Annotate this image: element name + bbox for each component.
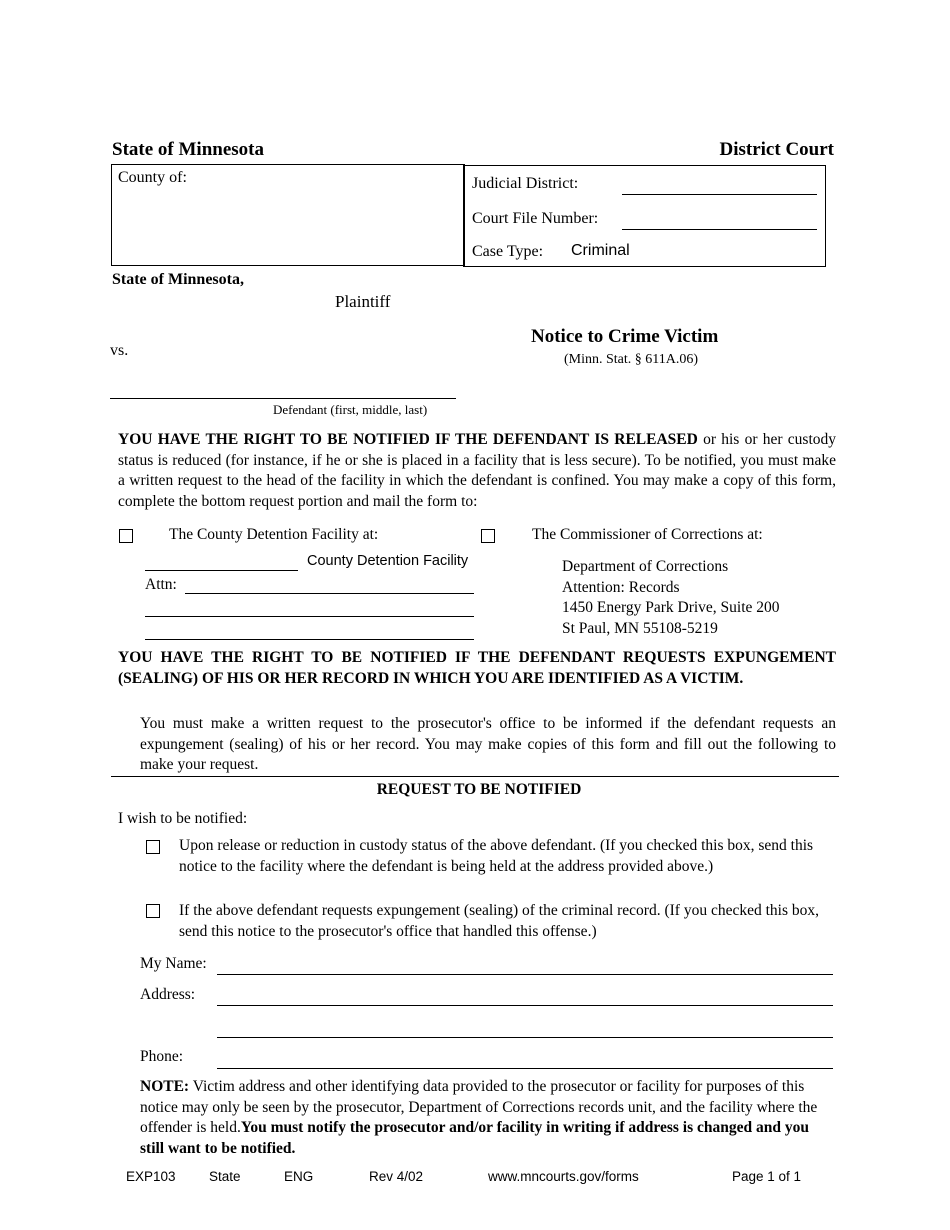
county-facility-suffix: County Detention Facility bbox=[307, 553, 469, 569]
footer-state: State bbox=[209, 1169, 241, 1184]
page-number: Page 1 of 1 bbox=[732, 1169, 802, 1184]
phone-input[interactable] bbox=[219, 1049, 829, 1067]
vs-label: vs. bbox=[110, 342, 129, 359]
footer-revision: Rev 4/02 bbox=[369, 1169, 424, 1184]
option1-text bbox=[179, 836, 836, 877]
judicial-district-input[interactable] bbox=[624, 176, 814, 194]
facility-address-input-1[interactable] bbox=[147, 598, 471, 616]
doc-address-line: St Paul, MN 55108-5219 bbox=[562, 620, 718, 638]
county-name-line bbox=[145, 570, 298, 571]
option2-text: If the above defendant requests expungement (sealing) of the criminal record. (If you checked this box, send this notice to the prosecutor's office that handled this offense.) bbox=[179, 902, 819, 940]
note-label: NOTE: bbox=[140, 1078, 190, 1095]
plaintiff-name: State of Minnesota, bbox=[112, 271, 244, 288]
doc-address bbox=[562, 557, 780, 640]
privacy-note bbox=[140, 1077, 830, 1159]
doc-address-line: Department of Corrections bbox=[562, 558, 729, 575]
address-input-2[interactable] bbox=[219, 1018, 829, 1036]
court-file-line bbox=[622, 229, 817, 230]
plaintiff-label: Plaintiff bbox=[335, 292, 391, 311]
facility-address-line-2 bbox=[145, 639, 474, 640]
case-type-value[interactable]: Criminal bbox=[571, 242, 630, 259]
name-label: My Name: bbox=[140, 955, 207, 972]
judicial-district-line bbox=[622, 194, 817, 195]
facility-address-input-2[interactable] bbox=[147, 621, 471, 639]
name-input[interactable] bbox=[219, 955, 829, 973]
court-file-input[interactable] bbox=[624, 211, 814, 229]
defendant-line bbox=[110, 398, 456, 399]
county-facility-label: The County Detention Facility at: bbox=[169, 526, 379, 543]
judicial-district-label: Judicial District: bbox=[472, 175, 579, 192]
state-heading: State of Minnesota bbox=[112, 139, 264, 160]
release-notify-checkbox[interactable] bbox=[146, 840, 160, 854]
form-id: EXP103 bbox=[126, 1169, 176, 1184]
address-input-1[interactable] bbox=[219, 986, 829, 1004]
release-heading: YOU HAVE THE RIGHT TO BE NOTIFIED IF THE DEFENDANT IS RELEASED bbox=[118, 431, 698, 448]
address-line-1 bbox=[217, 1005, 833, 1006]
doc-address-line: 1450 Energy Park Drive, Suite 200 bbox=[562, 599, 780, 617]
commissioner-label: The Commissioner of Corrections at: bbox=[532, 526, 763, 543]
expungement-text: You must make a written request to the prosecutor's office to be informed if the defendant requests an expungement (sealing) of his or her record. You may make copies of this form and fill out the following to make your request. bbox=[140, 715, 836, 773]
expungement-notify-checkbox[interactable] bbox=[146, 904, 160, 918]
attn-line bbox=[185, 593, 474, 594]
name-line bbox=[217, 974, 833, 975]
attn-input[interactable] bbox=[187, 575, 471, 593]
facility-address-line-1 bbox=[145, 616, 474, 617]
address-line-2 bbox=[217, 1037, 833, 1038]
court-file-label: Court File Number: bbox=[472, 210, 599, 227]
footer-language: ENG bbox=[284, 1169, 314, 1184]
release-paragraph bbox=[118, 430, 836, 512]
phone-label: Phone: bbox=[140, 1048, 184, 1065]
doc-address-line: Attention: Records bbox=[562, 578, 680, 596]
note-text: Victim address and other identifying data provided to the prosecutor or facility for purposes of this notice may only be seen by the prosecutor, Department of Corrections records unit, and the facility where the offender is held. bbox=[140, 1078, 818, 1136]
request-title: REQUEST TO BE NOTIFIED bbox=[376, 781, 582, 798]
county-label: County of: bbox=[118, 169, 187, 186]
note-bold-text: You must notify the prosecutor and/or facility in writing if address is changed and you still want to be notified. bbox=[140, 1119, 809, 1157]
form-title: Notice to Crime Victim bbox=[531, 326, 719, 347]
county-name-input[interactable] bbox=[147, 552, 295, 570]
phone-line bbox=[217, 1068, 833, 1069]
commissioner-checkbox[interactable] bbox=[481, 529, 495, 543]
case-type-label: Case Type: bbox=[472, 243, 544, 260]
request-intro: I wish to be notified: bbox=[118, 810, 248, 827]
section-divider bbox=[111, 776, 839, 777]
defendant-input[interactable] bbox=[112, 379, 452, 397]
release-text: or his or her custody status is reduced (for instance, if he or she is placed in a facility that is less secure). To be notified, you must make a written request to the head of the facility in which the defendant is confined. You may make a copy of this form, complete the bottom request portion and mail the form to: bbox=[118, 431, 837, 510]
statute-citation: (Minn. Stat. § 611A.06) bbox=[564, 352, 699, 367]
address-label: Address: bbox=[140, 986, 196, 1003]
expungement-heading: YOU HAVE THE RIGHT TO BE NOTIFIED IF THE DEFENDANT REQUESTS EXPUNGEMENT (SEALING) OF HIS OR HER RECORD IN WHICH YOU ARE IDENTIFIED AS A VICTIM. bbox=[118, 649, 836, 687]
court-heading: District Court bbox=[719, 139, 834, 160]
county-facility-checkbox[interactable] bbox=[119, 529, 133, 543]
footer-url[interactable]: www.mncourts.gov/forms bbox=[488, 1169, 639, 1184]
option1-label: Upon release or reduction in custody status of the above defendant. (If you checked this box, send this notice to the facility where the defendant is being held at the address provided above.) bbox=[179, 837, 814, 875]
attn-label: Attn: bbox=[145, 576, 177, 593]
county-input[interactable] bbox=[118, 192, 460, 262]
defendant-label: Defendant (first, middle, last) bbox=[273, 402, 428, 417]
